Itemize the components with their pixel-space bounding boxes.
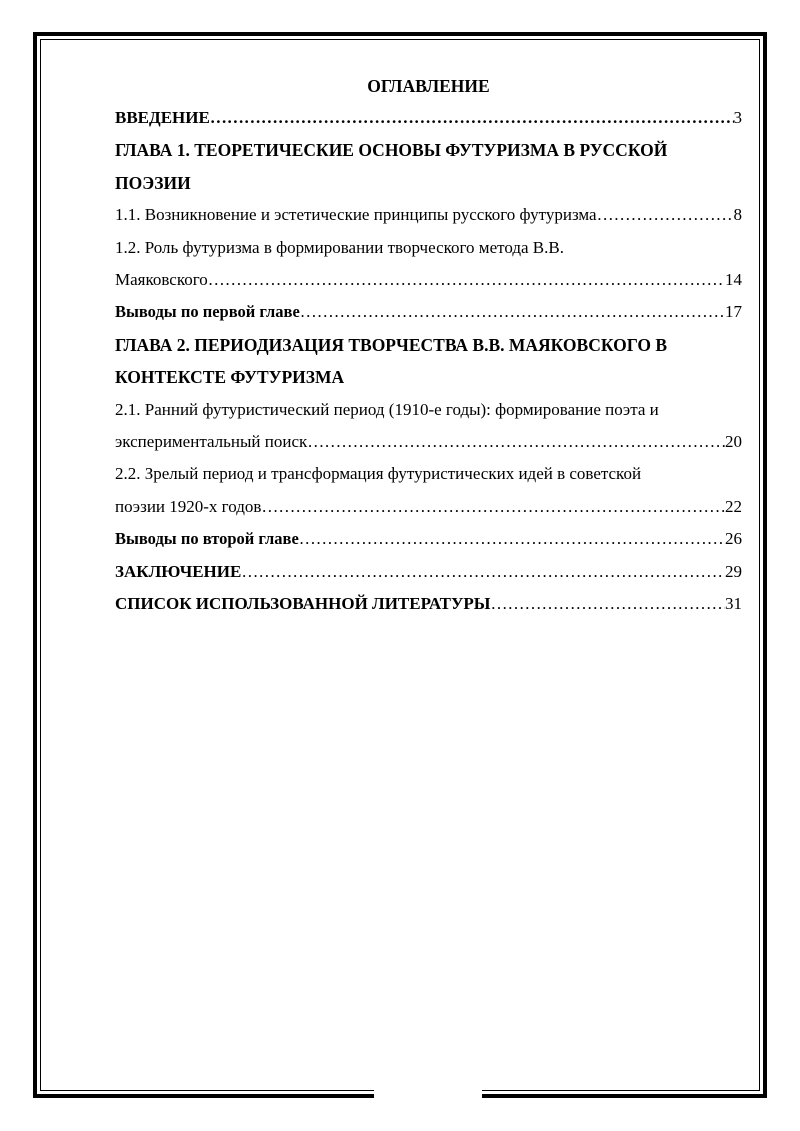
dot-leader	[261, 491, 725, 523]
toc-entry-chapter-1-line-1: ГЛАВА 1. ТЕОРЕТИЧЕСКИЕ ОСНОВЫ ФУТУРИЗМА В РУССКОЙ	[115, 140, 668, 161]
dot-leader	[491, 588, 726, 620]
toc-entry-chapter-1-line-2: ПОЭЗИИ	[115, 172, 191, 193]
toc-page-number: 20	[725, 432, 742, 452]
toc-entry-label: ЗАКЛЮЧЕНИЕ	[115, 561, 242, 581]
toc-entry-label: Выводы по второй главе	[115, 529, 299, 549]
toc-page-number: 22	[725, 496, 742, 516]
dot-leader	[210, 102, 734, 134]
toc-entry-label: поэзии 1920-х годов	[115, 496, 262, 516]
toc-page-number: 8	[733, 205, 742, 225]
toc-entry-section-2-2-line-1: 2.2. Зрелый период и трансформация футуристических идей в советской	[115, 464, 642, 484]
toc-entry-label: экспериментальный поиск	[115, 432, 308, 452]
toc-entry-conclusion[interactable]	[115, 556, 742, 588]
toc-entry-summary-2[interactable]	[115, 523, 742, 555]
dot-leader	[597, 199, 734, 231]
toc-entry-label: Маяковского	[115, 270, 208, 290]
toc-page-number: 29	[725, 561, 742, 581]
toc-entry-section-1-2-line-1: 1.2. Роль футуризма в формировании творческого метода В.В.	[115, 237, 564, 257]
toc-entry-section-1-2[interactable]	[115, 264, 742, 296]
toc-entry-references[interactable]	[115, 588, 742, 620]
toc-page-number: 26	[725, 529, 742, 549]
toc-title: ОГЛАВЛЕНИЕ	[367, 76, 490, 96]
toc-page-number: 3	[733, 108, 742, 127]
toc-entry-section-2-1[interactable]	[115, 426, 742, 458]
toc-entry-label: СПИСОК ИСПОЛЬЗОВАННОЙ ЛИТЕРАТУРЫ	[115, 594, 491, 614]
toc-entry-section-2-1-line-1: 2.1. Ранний футуристический период (1910-е годы): формирование поэта и	[115, 399, 659, 419]
toc-entry-section-2-2[interactable]	[115, 491, 742, 523]
dot-leader	[299, 523, 725, 555]
dot-leader	[241, 556, 725, 588]
toc-entry-section-1-1[interactable]	[115, 199, 742, 231]
dot-leader	[300, 296, 725, 328]
toc-entry-intro[interactable]	[115, 102, 742, 134]
frame-bottom-gap	[374, 1088, 482, 1102]
toc-page-number: 14	[725, 270, 742, 290]
toc-entry-label: ВВЕДЕНИЕ	[115, 108, 210, 127]
toc-entry-label: 1.1. Возникновение и эстетические принципы русского футуризма	[115, 205, 597, 225]
toc-entry-chapter-2-line-1: ГЛАВА 2. ПЕРИОДИЗАЦИЯ ТВОРЧЕСТВА В.В. МАЯКОВСКОГО В	[115, 334, 668, 355]
toc-entry-chapter-2-line-2: КОНТЕКСТЕ ФУТУРИЗМА	[115, 367, 345, 388]
toc-page-number: 31	[725, 594, 742, 614]
dot-leader	[307, 426, 725, 458]
toc-page-number: 17	[725, 302, 742, 322]
dot-leader	[208, 264, 725, 296]
table-of-contents	[115, 70, 742, 621]
toc-entry-label: Выводы по первой главе	[115, 302, 300, 322]
toc-entry-summary-1[interactable]	[115, 296, 742, 328]
